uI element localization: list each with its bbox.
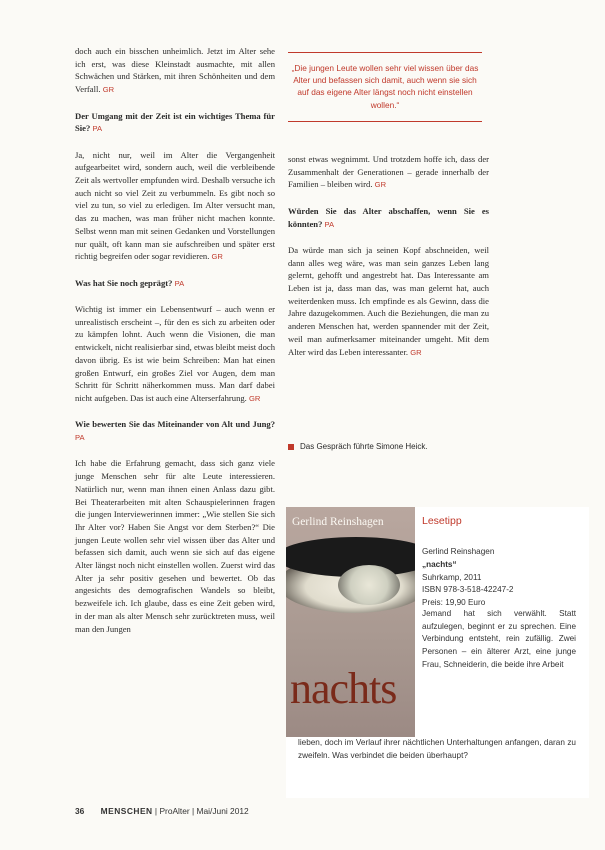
book-isbn: ISBN 978-3-518-42247-2 xyxy=(422,585,514,595)
speaker-tag: PA xyxy=(174,278,185,288)
left-column xyxy=(75,45,275,648)
red-square-icon xyxy=(288,444,294,450)
paragraph-text: Ich habe die Erfahrung gemacht, dass sich ganz viele junge Menschen sehr für alte Leute interessieren. Natürlich nur, wenn man ihnen einen Anlass dazu gibt. Bei Theaterarbeiten mit alten Schauspielerinnen fragen die jungen Interviewerinnen immer: „Wie stellen Sie sich Ihr Alter vor? Haben Sie Angst vor dem Sterben?“ Die jungen Leute wollen sehr viel wissen über das Alter und befassen sich damit, auch wenn sie sich auf das eigene Alter längst noch nicht einstellen wollen. Zuerst wird das Alter ja sehr positiv gesehen und bewertet. Ob das angesichts des demografischen Wandels so bleibt, bezweifele ich. Ich glaube, dass es eine Zeit geben wird, in der man als alter Mensch sehr zurücktreten muss, weil man den Jungen xyxy=(75,458,275,634)
lesetipp-description-continued: lieben, doch im Verlauf ihrer nächtlichen Unterhaltungen anfangen, daran zu zweifeln. Was verbindet die beiden überhaupt? xyxy=(298,738,576,760)
interview-question xyxy=(75,418,275,444)
page-number: 36 xyxy=(75,806,85,816)
speaker-tag: GR xyxy=(102,85,115,95)
paragraph-text: Da würde man sich ja seinen Kopf abschneiden, weil dann alles weg wäre, was man sein ganzes Leben lang gelernt, gehofft und angestrebt hat. Das Interessante am Leben ist ja, dass man das, was man gelernt hat, auch weiterdenken muss. Ich empfinde es als Gewinn, dass die Jahre dazugekommen. Auch die Beziehungen, die man zu anderen Menschen hat, werden spannender mit der Zeit, weil man aufmerksamer miteinander umgeht. Mit dem Alter wird das Leben interessanter. xyxy=(288,244,489,357)
pull-quote: „Die jungen Leute wollen sehr viel wissen über das Alter und befassen sich damit, auch wenn sie sich auf das eigene Alter längst noch nicht einstellen wollen.“ xyxy=(288,52,482,122)
section-name: ProAlter xyxy=(159,806,190,816)
speaker-tag: PA xyxy=(92,124,103,134)
lesetipp-description: Jemand hat sich verwählt. Statt aufzulegen, beginnt er zu sprechen. Eine Verbindung entsteht, rein zufällig. Zwei Personen – ein älterer Arzt, eine junge Frau, Schneiderin, die beide ihre Arbeit xyxy=(422,609,576,669)
paragraph-text: Was hat Sie noch geprägt? xyxy=(75,277,173,288)
book-metadata xyxy=(422,546,514,610)
cover-author: Gerlind Reinshagen xyxy=(292,516,384,528)
speaker-tag: GR xyxy=(374,180,387,190)
speaker-tag: PA xyxy=(75,433,85,443)
interview-question xyxy=(75,277,275,291)
cover-title: nachts xyxy=(290,664,397,713)
credit-text: Das Gespräch führte Simone Heick. xyxy=(300,442,428,451)
book-author: Gerlind Reinshagen xyxy=(422,547,495,556)
interview-credit xyxy=(288,441,489,454)
body-paragraph xyxy=(75,457,275,635)
lesetipp-heading: Lesetipp xyxy=(422,515,462,527)
speaker-tag: PA xyxy=(324,219,335,229)
interview-question xyxy=(288,205,489,231)
magazine-name: MENSCHEN xyxy=(100,806,153,816)
speaker-tag: GR xyxy=(211,252,223,262)
interview-question xyxy=(75,110,275,136)
right-column xyxy=(288,153,489,372)
paragraph-text: Wichtig ist immer ein Lebensentwurf – auch wenn er unrealistisch erscheint –, für den es sich zu arbeiten oder zu kämpfen lohnt. Auch wenn die Visionen, die man entwickelt, nicht realisierbar sind, etwas bleibt meist doch davon übrig. Es ist wie beim Schreiben: Man hat einen großen Entwurf, ein großes Ziel vor Augen, dem man Schritt für Schritt näherkommen muss. Man darf dabei nicht aufgeben. Das ist auch eine Alterserfahrung. xyxy=(75,304,275,403)
page-footer: 36 MENSCHEN | ProAlter | Mai/Juni 2012 xyxy=(75,806,249,816)
book-title: „nachts“ xyxy=(422,559,457,569)
issue-date: Mai/Juni 2012 xyxy=(196,806,249,816)
paragraph-text: doch auch ein bisschen unheimlich. Jetzt im Alter sehe ich erst, was diese Kleinstadt ausmachte, mit allen Schwächen und Stärken, mit ihren Schönheiten und dem Verfall. xyxy=(75,46,275,95)
paragraph-text: sonst etwas wegnimmt. Und trotzdem hoffe ich, dass der Zusammenhalt der Generationen – gerade innerhalb der Familien – bleiben wird. xyxy=(288,154,489,190)
speaker-tag: GR xyxy=(248,393,261,403)
body-paragraph xyxy=(75,45,275,97)
book-price: Preis: 19,90 Euro xyxy=(422,598,486,608)
body-paragraph xyxy=(75,303,275,406)
body-paragraph xyxy=(75,149,275,264)
paragraph-text: Der Umgang mit der Zeit ist ein wichtiges Thema für Sie? xyxy=(75,110,275,134)
paragraph-text: Würden Sie das Alter abschaffen, wenn Sie es könnten? xyxy=(288,205,489,229)
paragraph-text: Ja, nicht nur, weil im Alter die Vergangenheit aufgearbeitet wird, sondern auch, weil die verbleibende Zeit als wertvoller empfunden wird. Deshalb versuche ich auch nicht so viel Zeit zu verbummeln. Es gibt noch so viel zu tun, so viel zu erledigen. Im Alter versucht man, das zu machen, was man früher nicht machen konnte. Selbst wenn man mit seinen Gedanken und Vorstellungen nur quält, oft kann man sie aufschreiben und später erst richtig begreifen oder sogar revidieren. xyxy=(75,149,275,262)
book-cover-image xyxy=(286,507,415,737)
body-paragraph xyxy=(288,244,489,359)
book-publisher: Suhrkamp, 2011 xyxy=(422,572,482,582)
speaker-tag: GR xyxy=(410,347,422,357)
body-paragraph xyxy=(288,153,489,192)
iris-shape xyxy=(338,565,400,605)
paragraph-text: Wie bewerten Sie das Miteinander von Alt und Jung? xyxy=(75,419,275,430)
